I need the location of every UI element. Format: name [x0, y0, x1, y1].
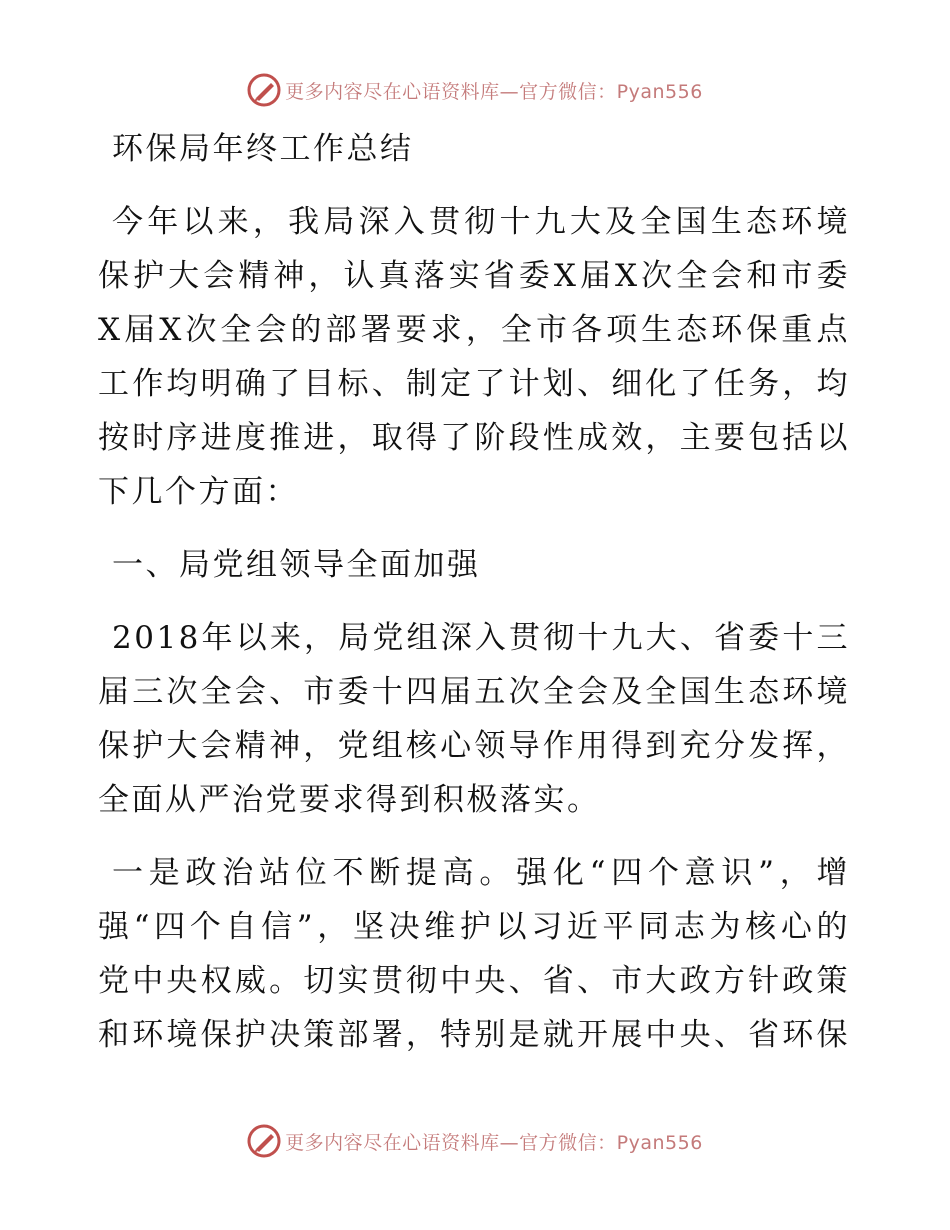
- paragraph-line: 强“四个自信”，坚决维护以习近平同志为核心的: [98, 909, 850, 945]
- paragraph-line: 按时序进度推进，取得了阶段性成效，主要包括以: [98, 420, 850, 456]
- paragraph-line: 2018年以来，局党组深入贯彻十九大、省委十三: [112, 620, 850, 656]
- paragraph-line: 保护大会精神，认真落实省委X届X次全会和市委: [98, 258, 850, 294]
- paragraph-line: 下几个方面：: [98, 474, 299, 510]
- watermark-text: 更多内容尽在心语资料库—官方微信：Pyan556: [285, 1131, 703, 1154]
- paragraph-intro: [98, 195, 850, 519]
- paragraph-line: 全面从严治党要求得到积极落实。: [98, 782, 601, 818]
- document-title: 环保局年终工作总结: [112, 131, 414, 167]
- watermark-text: 更多内容尽在心语资料库—官方微信：Pyan556: [285, 80, 703, 103]
- paragraph-political-stance: [98, 846, 850, 1062]
- paragraph-line: 今年以来，我局深入贯彻十九大及全国生态环境: [112, 204, 850, 240]
- paragraph-line: 工作均明确了目标、制定了计划、细化了任务，均: [98, 366, 850, 402]
- paragraph-line: 保护大会精神，党组核心领导作用得到充分发挥，: [98, 728, 850, 764]
- document-body: [98, 122, 850, 1062]
- header-watermark: [0, 70, 950, 110]
- paragraph-line: 党中央权威。切实贯彻中央、省、市大政方针政策: [98, 963, 850, 999]
- paragraph-line: 届三次全会、市委十四届五次全会及全国生态环境: [98, 674, 850, 710]
- footer-watermark: [0, 1121, 950, 1161]
- paragraph-line: X届X次全会的部署要求，全市各项生态环保重点: [98, 312, 850, 348]
- paragraph-line: 和环境保护决策部署，特别是就开展中央、省环保: [98, 1017, 850, 1053]
- quill-logo-icon: [247, 1124, 281, 1158]
- section-heading-text: 一、局党组领导全面加强: [112, 547, 481, 583]
- quill-logo-icon: [247, 73, 281, 107]
- section-heading: [98, 538, 850, 592]
- paragraph-line: 一是政治站位不断提高。强化“四个意识”，增: [112, 855, 850, 891]
- paragraph-party-leadership: [98, 611, 850, 827]
